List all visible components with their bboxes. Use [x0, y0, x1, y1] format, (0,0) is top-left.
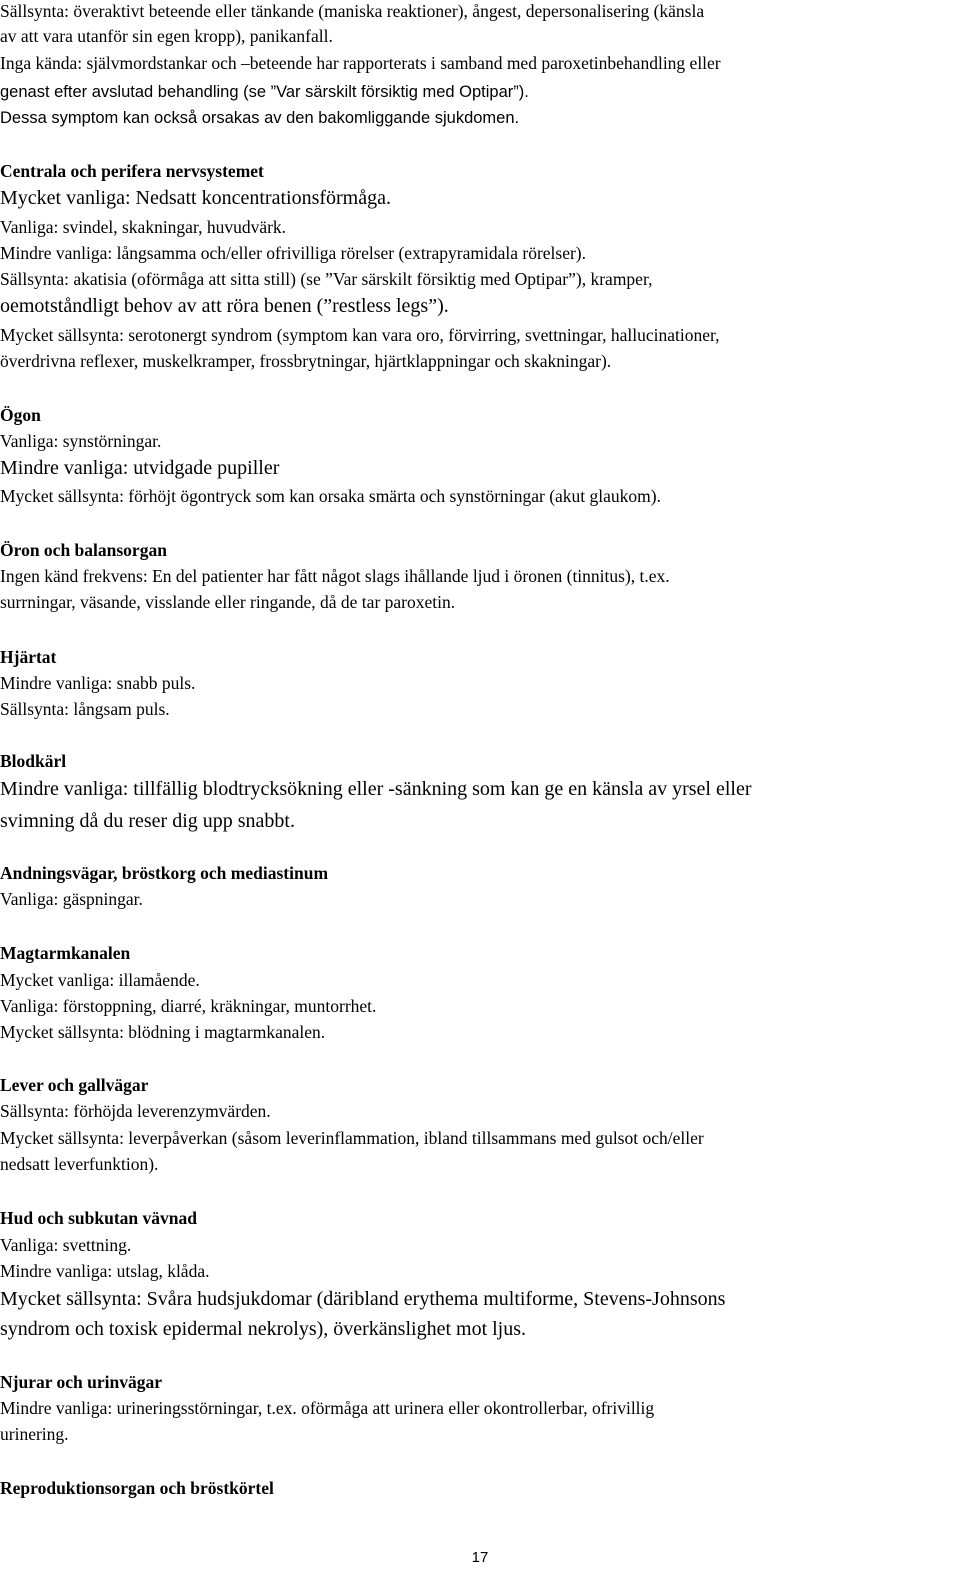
eyes-line-1: Vanliga: synstörningar.: [0, 431, 162, 451]
intro-line-2: av att vara utanför sin egen kropp), panikanfall.: [0, 26, 333, 46]
gi-line-3: Mycket sällsynta: blödning i magtarmkanalen.: [0, 1022, 326, 1042]
kidney-heading: Njurar och urinvägar: [0, 1372, 163, 1392]
heart-heading: Hjärtat: [0, 647, 57, 667]
reproductive-heading: Reproduktionsorgan och bröstkörtel: [0, 1478, 274, 1498]
skin-heading: Hud och subkutan vävnad: [0, 1208, 197, 1228]
cns-line-7: överdrivna reflexer, muskelkramper, frossbrytningar, hjärtklappningar och skakningar).: [0, 351, 612, 371]
eyes-heading: Ögon: [0, 405, 41, 425]
ears-heading: Öron och balansorgan: [0, 540, 167, 560]
gi-line-1: Mycket vanliga: illamående.: [0, 970, 200, 990]
liver-line-1: Sällsynta: förhöjda leverenzymvärden.: [0, 1101, 271, 1121]
cns-heading: Centrala och perifera nervsystemet: [0, 161, 264, 181]
cns-line-6: Mycket sällsynta: serotonergt syndrom (symptom kan vara oro, förvirring, svettningar, hallucinationer,: [0, 325, 720, 345]
gi-heading: Magtarmkanalen: [0, 943, 131, 963]
eyes-line-3: Mycket sällsynta: förhöjt ögontryck som kan orsaka smärta och synstörningar (akut glaukom).: [0, 486, 661, 506]
liver-line-3: nedsatt leverfunktion).: [0, 1154, 159, 1174]
cns-line-5: oemotståndligt behov av att röra benen (”restless legs”).: [0, 295, 449, 317]
cns-line-2: Vanliga: svindel, skakningar, huvudvärk.: [0, 217, 287, 237]
skin-line-3: Mycket sällsynta: Svåra hudsjukdomar (däribland erythema multiforme, Stevens-Johnsons: [0, 1288, 726, 1310]
intro-line-1: Sällsynta: överaktivt beteende eller tänkande (maniska reaktioner), ångest, depersonalisering (känsla: [0, 1, 705, 21]
respiratory-heading: Andningsvägar, bröstkorg och mediastinum: [0, 863, 329, 883]
kidney-line-1: Mindre vanliga: urineringsstörningar, t.ex. oförmåga att urinera eller okontrollerbar, ofrivillig: [0, 1398, 655, 1418]
intro-line-4: genast efter avslutad behandling (se ”Var särskilt försiktig med Optipar”).: [0, 83, 529, 101]
cns-line-4: Sällsynta: akatisia (oförmåga att sitta still) (se ”Var särskilt försiktig med Optipar”), kramper,: [0, 269, 653, 289]
ears-line-1: Ingen känd frekvens: En del patienter har fått något slags ihållande ljud i öronen (tinnitus), t.ex.: [0, 566, 670, 586]
intro-line-5: Dessa symptom kan också orsakas av den bakomliggande sjukdomen.: [0, 109, 520, 127]
skin-line-2: Mindre vanliga: utslag, klåda.: [0, 1261, 210, 1281]
cns-line-3: Mindre vanliga: långsamma och/eller ofrivilliga rörelser (extrapyramidala rörelser).: [0, 243, 587, 263]
skin-line-4: syndrom och toxisk epidermal nekrolys), överkänslighet mot ljus.: [0, 1318, 527, 1340]
heart-line-2: Sällsynta: långsam puls.: [0, 699, 170, 719]
ears-line-2: surrningar, väsande, visslande eller ringande, då de tar paroxetin.: [0, 592, 456, 612]
kidney-line-2: urinering.: [0, 1424, 69, 1444]
liver-heading: Lever och gallvägar: [0, 1075, 149, 1095]
gi-line-2: Vanliga: förstoppning, diarré, kräkningar, muntorrhet.: [0, 996, 377, 1016]
vessels-line-1: Mindre vanliga: tillfällig blodtrycksökning eller -sänkning som kan ge en känsla av yrsel eller: [0, 778, 752, 800]
skin-line-1: Vanliga: svettning.: [0, 1235, 132, 1255]
heart-line-1: Mindre vanliga: snabb puls.: [0, 673, 196, 693]
vessels-line-2: svimning då du reser dig upp snabbt.: [0, 810, 295, 832]
cns-line-1: Mycket vanliga: Nedsatt koncentrationsförmåga.: [0, 187, 391, 209]
eyes-line-2: Mindre vanliga: utvidgade pupiller: [0, 457, 280, 479]
vessels-heading: Blodkärl: [0, 751, 67, 771]
liver-line-2: Mycket sällsynta: leverpåverkan (såsom leverinflammation, ibland tillsammans med gulsot och/eller: [0, 1128, 704, 1148]
page-number: 17: [471, 1549, 489, 1566]
respiratory-line-1: Vanliga: gäspningar.: [0, 889, 143, 909]
intro-line-3: Inga kända: självmordstankar och –beteende har rapporterats i samband med paroxetinbehandling eller: [0, 53, 721, 73]
